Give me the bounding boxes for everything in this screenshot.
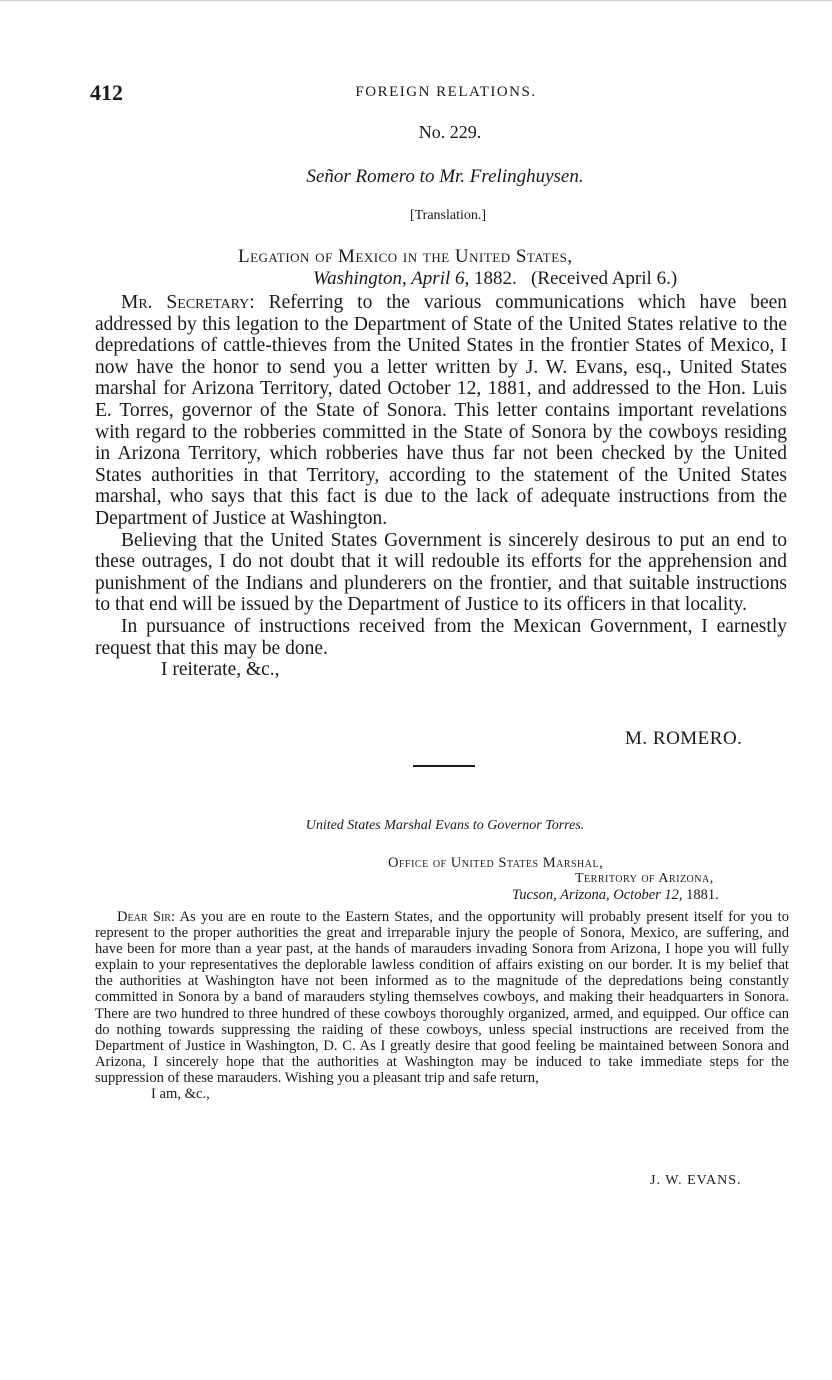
letter-title: Señor Romero to Mr. Frelinghuysen. <box>306 166 584 187</box>
paragraph: Mr. Secretary: Referring to the various communications which have been addressed by this legation to the Department of State of the United States relative to the depredations of cattle-thieves from the United States in the frontier States of Mexico, I now have the honor to send you a letter written by J. W. Evans, esq., United States marshal for Arizona Territory, dated October 12, 1881, and addressed to the Hon. Luis E. Torres, governor of the State of Sonora. This letter contains important revelations with regard to the robberies committed in the State of Sonora by the cowboys residing in Arizona Territory, which robberies have thus far not been checked by the United States authorities in that Territory, according to the statement of the United States marshal, who says that this fact is due to the lack of adequate instructions from the Department of Justice at Washington. <box>95 292 788 529</box>
legation-heading: Legation of Mexico in the United States, <box>238 246 573 267</box>
enclosure-year: 1881. <box>686 887 719 903</box>
enclosure-body <box>95 909 789 1102</box>
salutation: Mr. Secretary: <box>121 292 255 313</box>
office-territory: Territory of Arizona, <box>575 871 714 886</box>
paragraph: Dear Sir: As you are en route to the Eastern States, and the opportunity will probably present itself for you to represent to the proper authorities the great and irreparable injury the people of Sonora, Mexico, are suffering, and have been for more than a year past, at the hands of marauders invading Sonora from Arizona, I hope you will fully explain to your representatives the deplorable lawless condition of affairs existing on our border. It is my belief that the authorities at Washington have not been informed as to the magnitude of the depredations being constantly committed in Sonora by a band of marauders styling themselves cowboys, and making their headquarters in Sonora. There are two hundred to three hundred of these cowboys thoroughly organized, armed, and equipped. Our office can do nothing towards suppressing the raiding of these cowboys, unless special instructions are received from the Department of Justice in Washington, D. C. As I greatly desire that good feeling be maintained between Sonora and Arizona, I sincerely hope that the authorities at Washington may be induced to take immediate steps for the suppression of these marauders. Wishing you a pleasant trip and safe return, <box>95 909 789 1086</box>
dateline-year: 1882. <box>474 268 517 289</box>
enclosure-title: United States Marshal Evans to Governor Torres. <box>305 818 585 833</box>
signature: M. ROMERO. <box>625 728 743 749</box>
running-title: FOREIGN RELATIONS. <box>355 84 537 100</box>
dateline <box>313 268 677 290</box>
received-note: (Received April 6.) <box>531 268 678 289</box>
enclosure-signature: J. W. EVANS. <box>650 1173 742 1188</box>
translation-note: [Translation.] <box>409 208 487 223</box>
letter-body <box>95 292 787 681</box>
enclosure-dateline <box>512 887 719 904</box>
closing: I reiterate, &c., <box>161 659 280 681</box>
paragraph: In pursuance of instructions received from the Mexican Government, I earnestly request that this may be done. <box>95 615 787 659</box>
enclosure-salutation: Dear Sir: <box>117 909 175 925</box>
section-divider <box>413 765 475 767</box>
enclosure-place-date: Tucson, Arizona, October 12, <box>512 887 683 903</box>
paragraph: Believing that the United States Government is sincerely desirous to put an end to these outrages, I do not doubt that it will redouble its efforts for the apprehension and punishment of the Indians and plunderers on the frontier, and that suitable instructions to that end will be issued by the Department of Justice to its officers in that locality. <box>95 529 787 616</box>
place-date: Washington, April 6, <box>313 268 470 289</box>
enclosure-closing: I am, &c., <box>151 1086 210 1103</box>
document-number: No. 229. <box>418 122 482 142</box>
page-number: 412 <box>90 80 123 105</box>
office-heading: Office of United States Marshal, <box>388 855 604 871</box>
top-border-line <box>0 0 832 1</box>
